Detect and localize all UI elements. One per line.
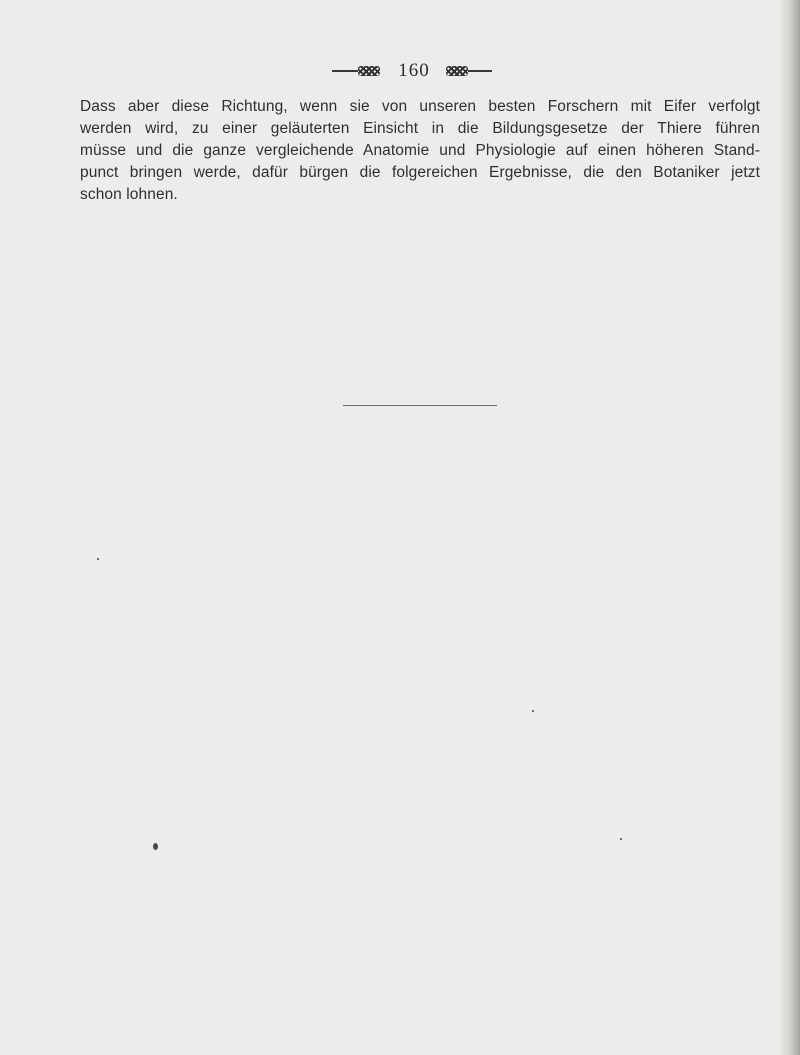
ink-speck — [153, 843, 158, 850]
body-paragraph — [80, 96, 760, 206]
text-line-2: werden wird, zu einer geläuterten Einsicht in die Bildungsgesetze der Thiere führen — [80, 120, 760, 137]
text-line-5: schon lohnen. — [80, 186, 178, 203]
text-line-4: punct bringen werde, dafür bürgen die folgereichen Ergebnisse, die den Botaniker jetzt — [80, 164, 760, 181]
header-ornament-right-line — [468, 70, 492, 72]
ink-speck — [97, 558, 99, 560]
text-line-1: Dass aber diese Richtung, wenn sie von unseren besten Forschern mit Eifer verfolgt — [80, 98, 760, 115]
page-number: 160 — [398, 60, 430, 81]
text-line-3: müsse und die ganze vergleichende Anatomie und Physiologie auf einen höheren Stand- — [80, 142, 760, 159]
ink-speck — [532, 710, 534, 712]
ink-speck — [620, 838, 622, 840]
header-ornament-left-line — [332, 70, 358, 72]
page-edge-shadow — [778, 0, 800, 1055]
header-ornament-right-icon — [446, 66, 468, 76]
header-ornament-left-icon — [358, 66, 380, 76]
section-end-rule — [343, 405, 497, 406]
page-header — [0, 60, 800, 84]
